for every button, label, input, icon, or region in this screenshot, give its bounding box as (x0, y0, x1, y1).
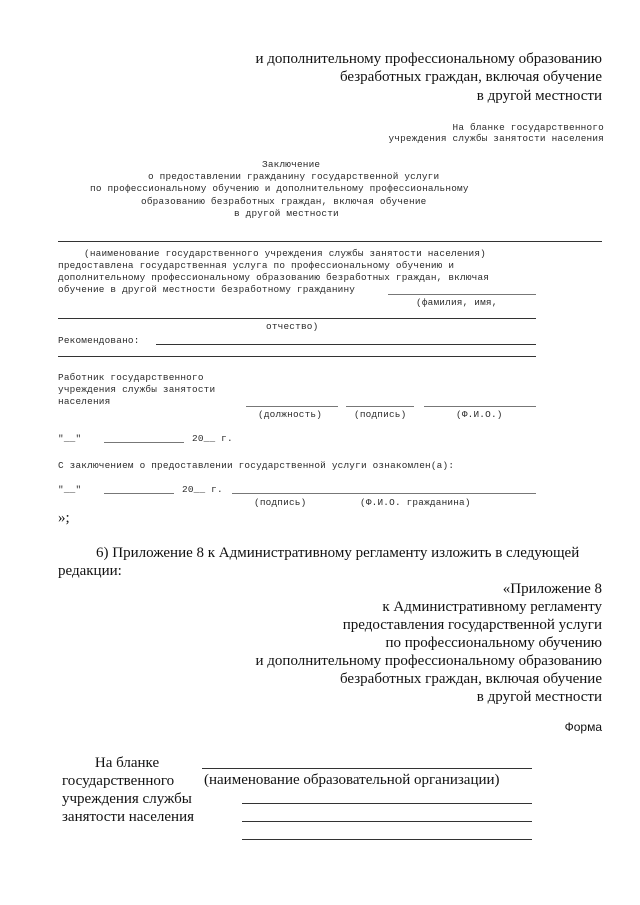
citizen-name-line (388, 294, 536, 295)
caption-fio-citizen: (Ф.И.О. гражданина) (360, 497, 471, 508)
appendix-header-6: безработных граждан, включая обучение (339, 671, 602, 687)
edu-org-line-3 (242, 821, 532, 822)
date2-year: 20__ г. (182, 484, 223, 495)
recommended-line-2 (58, 356, 536, 357)
appendix-header-5: и дополнительному профессиональному образованию (255, 653, 602, 669)
worker-line-3: населения (58, 396, 111, 407)
caption-signature: (подпись) (354, 409, 407, 420)
appendix-header-7: в другой местности (476, 689, 602, 705)
caption-fio: (Ф.И.О.) (456, 409, 503, 420)
appendix-header-1: «Приложение 8 (502, 581, 602, 597)
header-line-1: и дополнительному профессиональному образованию (255, 51, 602, 67)
date1-year: 20__ г. (192, 433, 233, 444)
body-line-3: обучение в другой местности безработному гражданину (58, 284, 356, 295)
recommended-label: Рекомендовано: (58, 335, 140, 346)
name-caption-1: (фамилия, имя, (416, 297, 498, 308)
edu-org-line (202, 768, 532, 769)
edu-org-caption: (наименование образовательной организации) (204, 772, 500, 788)
edu-org-line-4 (242, 839, 532, 840)
name-caption-2: отчество) (266, 321, 319, 332)
caption-signature-2: (подпись) (254, 497, 307, 508)
worker-line-1: Работник государственного (58, 372, 204, 383)
signature-line (346, 406, 414, 407)
position-line (246, 406, 338, 407)
conclusion-line-3: образованию безработных граждан, включая обучение (141, 196, 427, 207)
header-line-2: безработных граждан, включая обучение (339, 69, 602, 85)
citizen-name-line-2 (58, 318, 536, 319)
header-line-3: в другой местности (476, 88, 602, 104)
conclusion-title: Заключение (262, 159, 321, 170)
letterhead-block-3: учреждения службы (62, 791, 192, 807)
recommended-line-1 (156, 344, 536, 345)
date2-month-line (104, 493, 174, 494)
letterhead-note-1: На бланке государственного (452, 122, 604, 133)
appendix-header-2: к Административному регламенту (382, 599, 602, 615)
caption-position: (должность) (258, 409, 323, 420)
appendix-header-4: по профессиональному обучению (385, 635, 602, 651)
fio-line (424, 406, 536, 407)
letterhead-block-1: На бланке (94, 755, 160, 771)
conclusion-line-2: по профессиональному обучению и дополнительному профессиональному (90, 183, 469, 194)
org-caption: (наименование государственного учреждения службы занятости населения) (84, 248, 486, 259)
body-line-1: предоставлена государственная услуга по профессиональному обучению и (58, 260, 455, 271)
citizen-sign-line (232, 493, 536, 494)
acquainted-text: С заключением о предоставлении государственной услуги ознакомлен(а): (58, 460, 455, 471)
item6-line-2: редакции: (58, 563, 122, 579)
letterhead-note-2: учреждения службы занятости населения (388, 133, 604, 144)
date1-month-line (104, 442, 184, 443)
letterhead-block-2: государственного (62, 773, 175, 789)
form-label: Форма (564, 720, 602, 734)
letterhead-block-4: занятости населения (62, 809, 195, 825)
appendix-header-3: предоставления государственной услуги (342, 617, 602, 633)
org-name-line (58, 241, 602, 242)
conclusion-line-4: в другой местности (234, 208, 339, 219)
worker-line-2: учреждения службы занятости (58, 384, 216, 395)
date2-quote: "__" (58, 484, 82, 495)
edu-org-line-2 (242, 803, 532, 804)
date1-quote: "__" (58, 433, 82, 444)
closing-quote: »; (58, 510, 70, 526)
body-line-2: дополнительному профессиональному образованию безработных граждан, включая (58, 272, 490, 283)
item6-line-1: 6) Приложение 8 к Административному регламенту изложить в следующей (96, 545, 580, 561)
conclusion-line-1: о предоставлении гражданину государственной услуги (148, 171, 440, 182)
